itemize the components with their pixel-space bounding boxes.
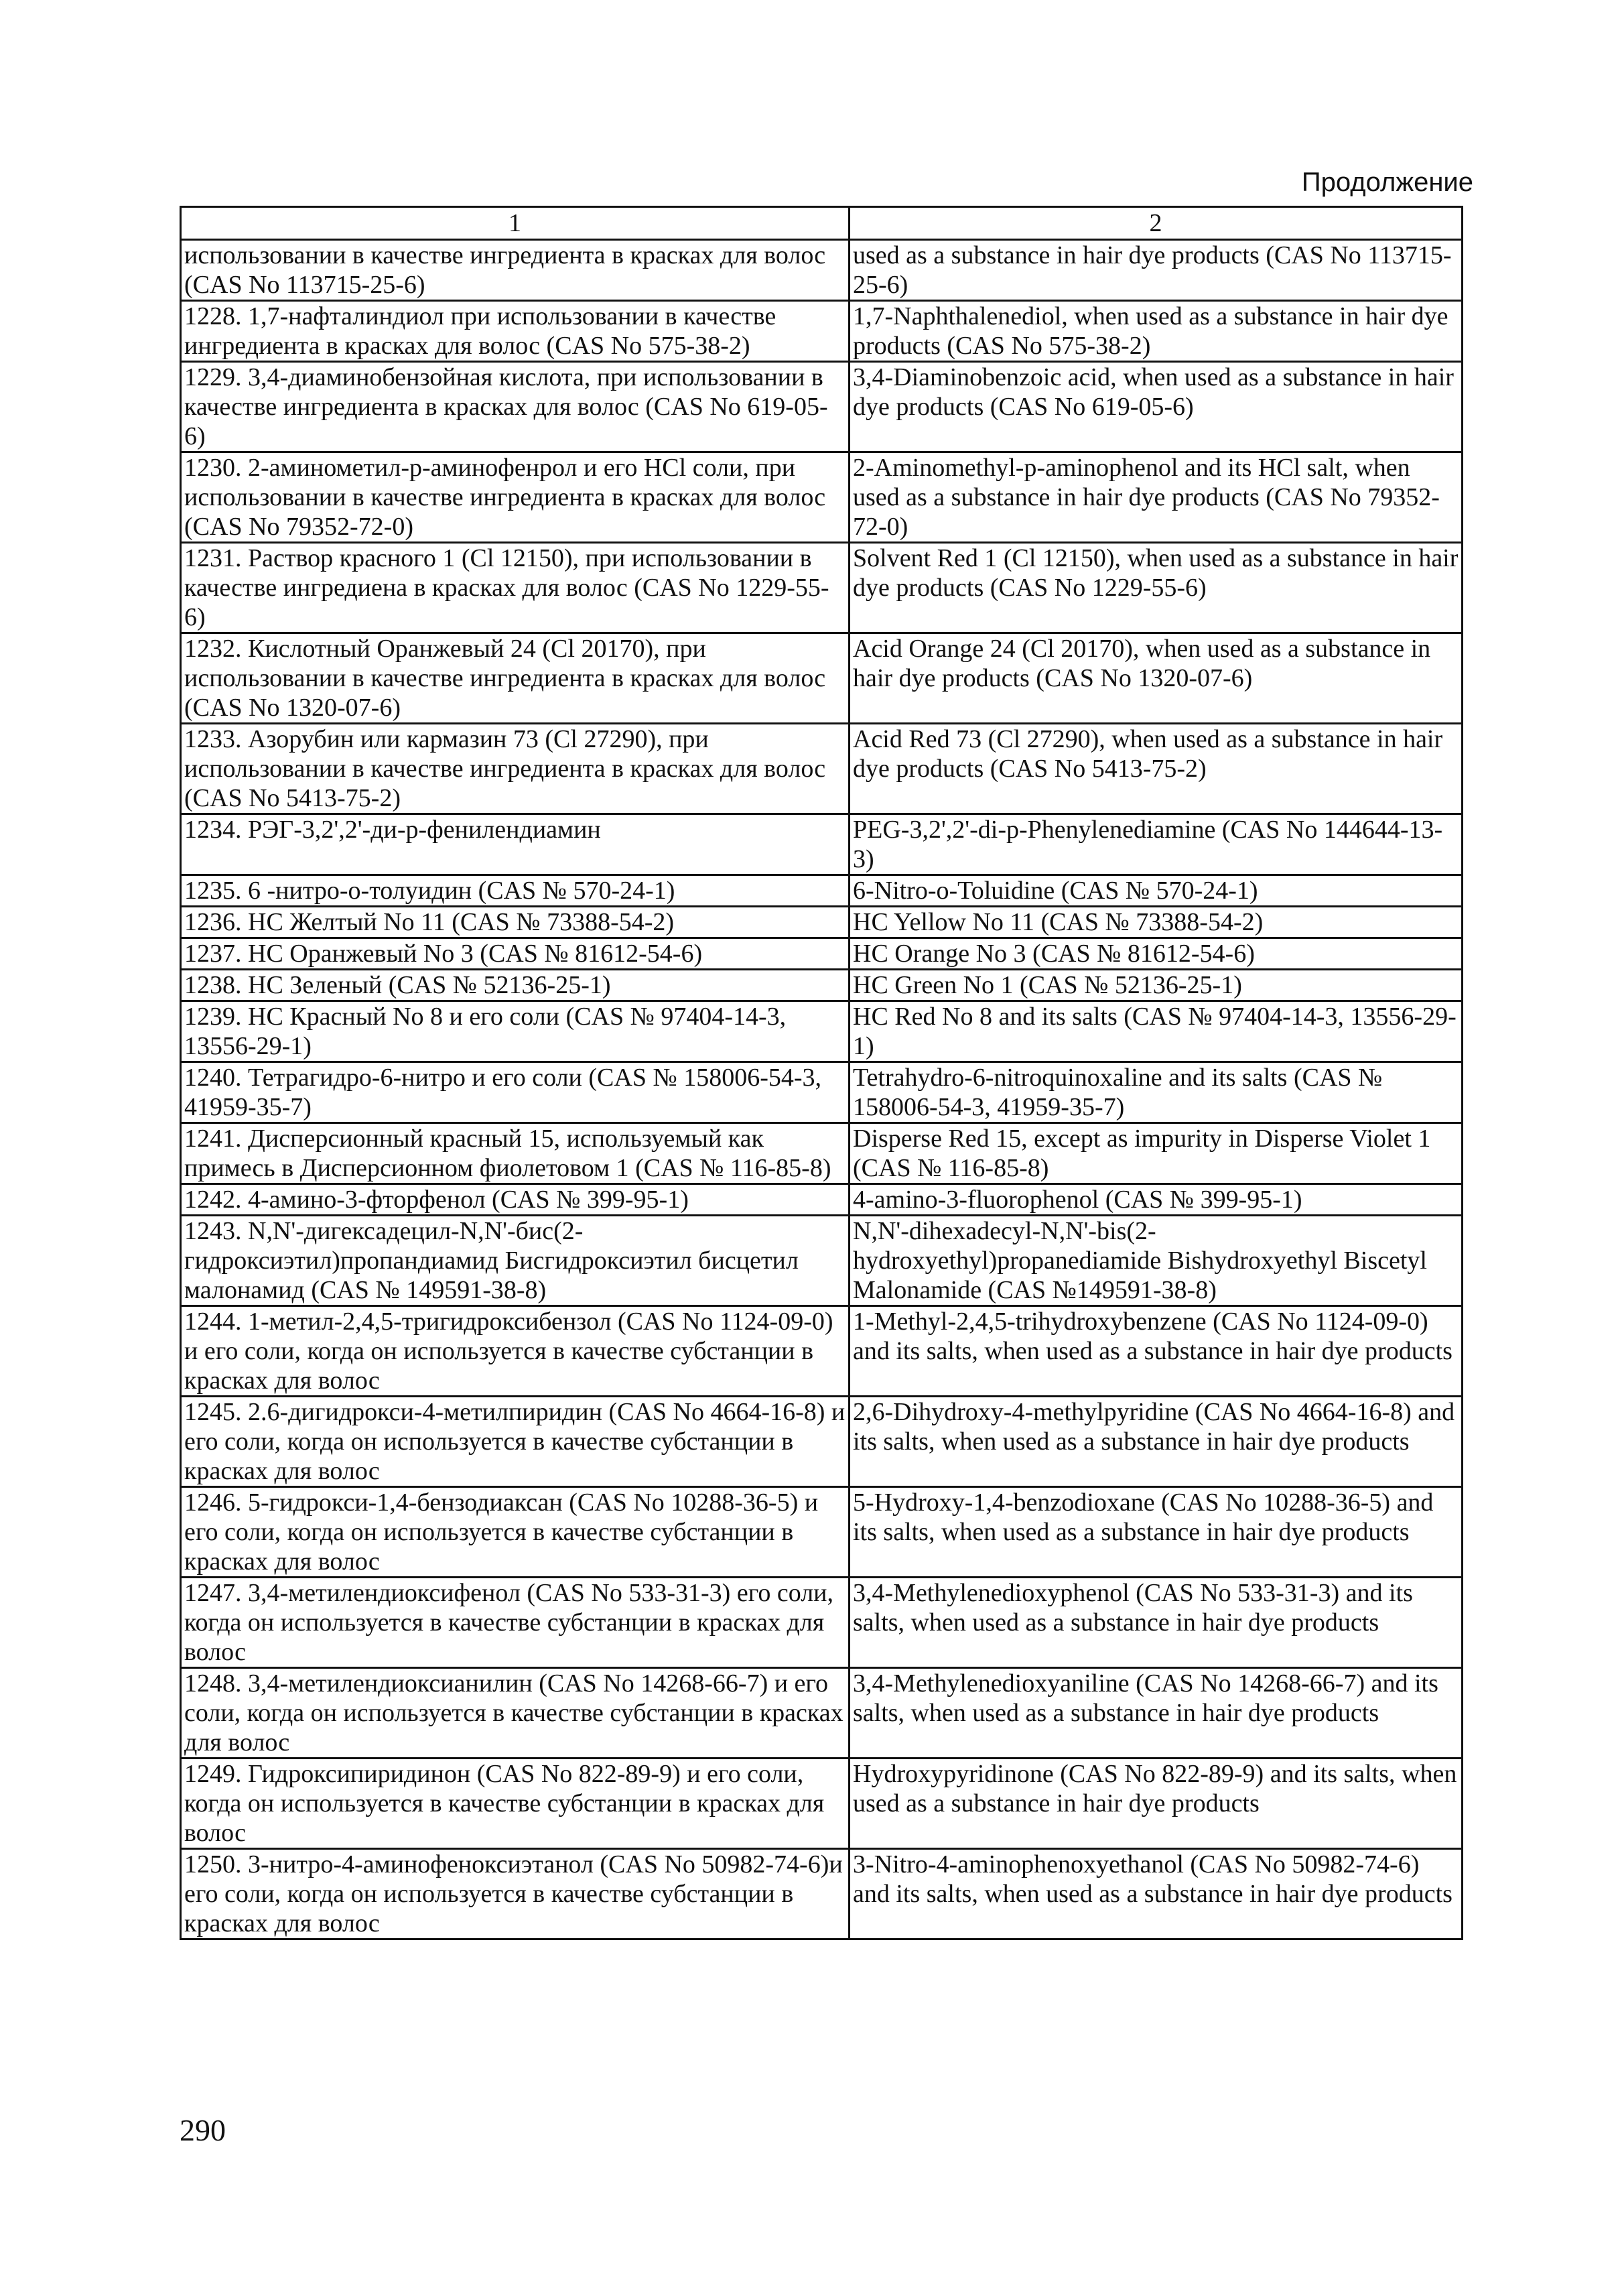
table-row	[181, 240, 1463, 301]
english-cell: Tetrahydro-6-nitroquinoxaline and its salts (CAS № 158006-54-3, 41959-35-7)	[850, 1062, 1463, 1123]
table-row	[181, 814, 1463, 875]
english-cell: Hydroxypyridinone (CAS No 822-89-9) and its salts, when used as a substance in hair dye products	[850, 1759, 1463, 1849]
russian-cell: 1244. 1-метил-2,4,5-тригидроксибензол (CAS No 1124-09-0) и его соли, когда он используется в качестве субстанции в красках для волос	[181, 1306, 850, 1397]
russian-cell: 1240. Тетрагидро-6-нитро и его соли (CAS № 158006-54-3, 41959-35-7)	[181, 1062, 850, 1123]
russian-cell: 1245. 2.6-дигидрокси-4-метилпиридин (CAS No 4664-16-8) и его соли, когда он используется в качестве субстанции в красках для волос	[181, 1397, 850, 1487]
russian-cell: 1233. Азорубин или кармазин 73 (Cl 27290), при использовании в качестве ингредиента в красках для волос (CAS No 5413-75-2)	[181, 724, 850, 814]
english-cell: 2-Aminomethyl-p-aminophenol and its HCl salt, when used as a substance in hair dye products (CAS No 79352-72-0)	[850, 452, 1463, 543]
table-row	[181, 1759, 1463, 1849]
russian-cell: 1239. НС Красный No 8 и его соли (CAS № 97404-14-3, 13556-29-1)	[181, 1001, 850, 1062]
russian-cell: 1243. N,N'-дигексадецил-N,N'-бис(2-гидроксиэтил)пропандиамид Бисгидроксиэтил бисцетил малонамид (CAS № 149591-38-8)	[181, 1216, 850, 1306]
english-cell: 2,6-Dihydroxy-4-methylpyridine (CAS No 4664-16-8) and its salts, when used as a substance in hair dye products	[850, 1397, 1463, 1487]
table-row	[181, 1487, 1463, 1578]
table-row	[181, 543, 1463, 633]
english-cell: 3,4-Methylenedioxyaniline (CAS No 14268-66-7) and its salts, when used as a substance in hair dye products	[850, 1668, 1463, 1759]
table-row	[181, 301, 1463, 362]
russian-cell: 1238. НС Зеленый (CAS № 52136-25-1)	[181, 970, 850, 1001]
russian-cell: 1230. 2-аминометил-р-аминофенрол и его HCl соли, при использовании в качестве ингредиента в красках для волос (CAS No 79352-72-0)	[181, 452, 850, 543]
table-row	[181, 1216, 1463, 1306]
russian-cell: 1237. НС Оранжевый No 3 (CAS № 81612-54-6)	[181, 938, 850, 970]
table-row	[181, 633, 1463, 724]
russian-cell: 1232. Кислотный Оранжевый 24 (Cl 20170), при использовании в качестве ингредиента в красках для волос (CAS No 1320-07-6)	[181, 633, 850, 724]
english-cell: 3,4-Diaminobenzoic acid, when used as a substance in hair dye products (CAS No 619-05-6)	[850, 362, 1463, 452]
english-cell: used as a substance in hair dye products (CAS No 113715-25-6)	[850, 240, 1463, 301]
table-row	[181, 938, 1463, 970]
table-row	[181, 1001, 1463, 1062]
table-row	[181, 1849, 1463, 1939]
russian-cell: использовании в качестве ингредиента в красках для волос (CAS No 113715-25-6)	[181, 240, 850, 301]
russian-cell: 1248. 3,4-метилендиоксианилин (CAS No 14268-66-7) и его соли, когда он используется в качестве субстанции в красках для волос	[181, 1668, 850, 1759]
english-cell: 3,4-Methylenedioxyphenol (CAS No 533-31-3) and its salts, when used as a substance in hair dye products	[850, 1578, 1463, 1668]
table-row	[181, 1062, 1463, 1123]
russian-cell: 1235. 6 -нитро-о-толуидин (CAS № 570-24-1)	[181, 875, 850, 907]
table-row	[181, 724, 1463, 814]
english-cell: PEG-3,2',2'-di-p-Phenylenediamine (CAS No 144644-13-3)	[850, 814, 1463, 875]
russian-cell: 1236. НС Желтый No 11 (CAS № 73388-54-2)	[181, 907, 850, 938]
russian-cell: 1234. РЭГ-3,2',2'-ди-р-фенилендиамин	[181, 814, 850, 875]
english-cell: Disperse Red 15, except as impurity in Disperse Violet 1 (CAS № 116-85-8)	[850, 1123, 1463, 1184]
english-cell: 1,7-Naphthalenediol, when used as a substance in hair dye products (CAS No 575-38-2)	[850, 301, 1463, 362]
substances-table	[180, 206, 1463, 1940]
english-cell: 3-Nitro-4-aminophenoxyethanol (CAS No 50982-74-6) and its salts, when used as a substance in hair dye products	[850, 1849, 1463, 1939]
russian-cell: 1228. 1,7-нафталиндиол при использовании в качестве ингредиента в красках для волос (CAS No 575-38-2)	[181, 301, 850, 362]
table-row	[181, 1668, 1463, 1759]
table-row	[181, 1123, 1463, 1184]
english-cell: 6-Nitro-o-Toluidine (CAS № 570-24-1)	[850, 875, 1463, 907]
table-row	[181, 875, 1463, 907]
column-header-2: 2	[850, 207, 1463, 240]
russian-cell: 1246. 5-гидрокси-1,4-бензодиаксан (CAS No 10288-36-5) и его соли, когда он используется в качестве субстанции в красках для волос	[181, 1487, 850, 1578]
column-header-1: 1	[181, 207, 850, 240]
table-row	[181, 452, 1463, 543]
russian-cell: 1247. 3,4-метилендиоксифенол (CAS No 533-31-3) его соли, когда он используется в качестве субстанции в красках для волос	[181, 1578, 850, 1668]
russian-cell: 1249. Гидроксипиридинон (CAS No 822-89-9) и его соли, когда он используется в качестве субстанции в красках для волос	[181, 1759, 850, 1849]
english-cell: HC Orange No 3 (CAS № 81612-54-6)	[850, 938, 1463, 970]
russian-cell: 1229. 3,4-диаминобензойная кислота, при использовании в качестве ингредиента в красках для волос (CAS No 619-05-6)	[181, 362, 850, 452]
table-row	[181, 907, 1463, 938]
table-row	[181, 1184, 1463, 1216]
page-number: 290	[180, 2113, 226, 2147]
english-cell: Acid Red 73 (Cl 27290), when used as a substance in hair dye products (CAS No 5413-75-2)	[850, 724, 1463, 814]
russian-cell: 1231. Раствор красного 1 (Cl 12150), при использовании в качестве ингредиена в красках для волос (CAS No 1229-55-6)	[181, 543, 850, 633]
russian-cell: 1250. 3-нитро-4-аминофеноксиэтанол (CAS No 50982-74-6)и его соли, когда он используется в качестве субстанции в красках для волос	[181, 1849, 850, 1939]
english-cell: Acid Orange 24 (Cl 20170), when used as a substance in hair dye products (CAS No 1320-07-6)	[850, 633, 1463, 724]
table-row	[181, 970, 1463, 1001]
table-row	[181, 1397, 1463, 1487]
russian-cell: 1241. Дисперсионный красный 15, используемый как примесь в Дисперсионном фиолетовом 1 (CAS № 116-85-8)	[181, 1123, 850, 1184]
english-cell: 5-Hydroxy-1,4-benzodioxane (CAS No 10288-36-5) and its salts, when used as a substance in hair dye products	[850, 1487, 1463, 1578]
table-row	[181, 362, 1463, 452]
english-cell: HC Green No 1 (CAS № 52136-25-1)	[850, 970, 1463, 1001]
table-header-row	[181, 207, 1463, 240]
table-row	[181, 1306, 1463, 1397]
english-cell: HC Red No 8 and its salts (CAS № 97404-14-3, 13556-29-1)	[850, 1001, 1463, 1062]
english-cell: HC Yellow No 11 (CAS № 73388-54-2)	[850, 907, 1463, 938]
english-cell: Solvent Red 1 (Cl 12150), when used as a substance in hair dye products (CAS No 1229-55-6)	[850, 543, 1463, 633]
english-cell: N,N'-dihexadecyl-N,N'-bis(2-hydroxyethyl)propanediamide Bishydroxyethyl Biscetyl Malonamide (CAS №149591-38-8)	[850, 1216, 1463, 1306]
continuation-label: Продолжение	[1301, 168, 1473, 197]
table-row	[181, 1578, 1463, 1668]
english-cell: 4-amino-3-fluorophenol (CAS № 399-95-1)	[850, 1184, 1463, 1216]
english-cell: 1-Methyl-2,4,5-trihydroxybenzene (CAS No 1124-09-0) and its salts, when used as a substance in hair dye products	[850, 1306, 1463, 1397]
russian-cell: 1242. 4-амино-3-фторфенол (CAS № 399-95-1)	[181, 1184, 850, 1216]
